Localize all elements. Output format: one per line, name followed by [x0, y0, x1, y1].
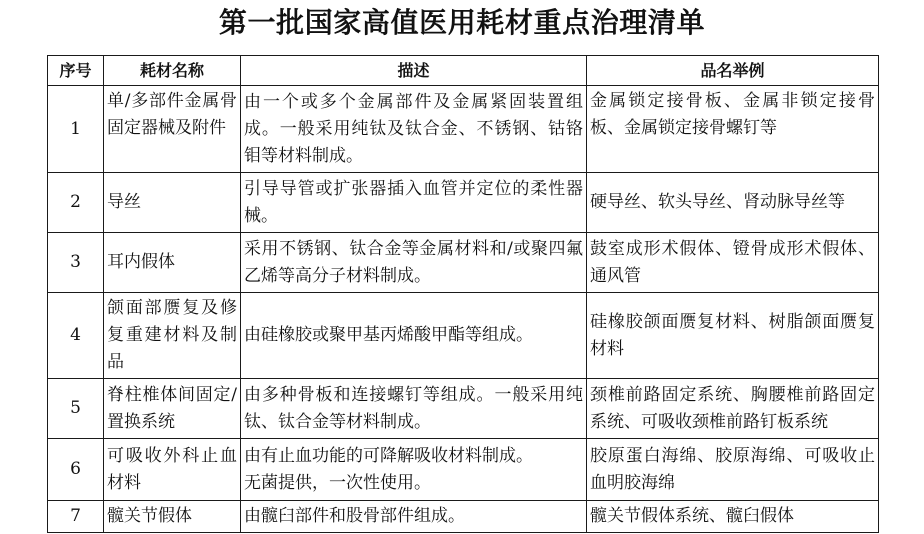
description-line: 由髋臼部件和股骨部件组成。 [244, 506, 465, 526]
example-line: 胶原蛋白海绵、胶原海绵、可吸收止 [590, 445, 875, 466]
description-line: 由硅橡胶或聚甲基丙烯酸甲酯等组成。 [244, 325, 533, 345]
cell-name [104, 501, 241, 533]
description-line: 钼等材料制成。 [244, 145, 363, 166]
name-line: 脊柱椎体间固定/ [107, 384, 237, 405]
name-line: 品 [107, 352, 124, 372]
name-line: 单/多部件金属骨 [107, 91, 237, 111]
example-line: 金属锁定接骨板、金属非锁定接骨 [590, 91, 875, 111]
table-row [48, 173, 879, 233]
example-line: 髋关节假体系统、髋臼假体 [590, 506, 794, 526]
row-number: 1 [48, 86, 104, 173]
description-line: 乙烯等高分子材料制成。 [244, 265, 431, 286]
cell-description [241, 86, 587, 173]
cell-description [241, 439, 587, 501]
cell-examples [587, 293, 879, 379]
description-line: 钛、钛合金等材料制成。 [244, 411, 431, 432]
document-title: 第一批国家高值医用耗材重点治理清单 [218, 6, 706, 39]
description-line: 无菌提供，一次性使用。 [244, 472, 431, 493]
example-line: 材料 [590, 338, 624, 359]
name-line: 可吸收外科止血 [107, 445, 237, 466]
name-line: 颌面部赝复及修 [107, 298, 237, 318]
cell-description [241, 233, 587, 293]
cell-examples [587, 173, 879, 233]
cell-description [241, 293, 587, 379]
description-line: 采用不锈钢、钛合金等金属材料和/或聚四氟 [244, 238, 583, 259]
cell-name [104, 86, 241, 173]
cell-examples [587, 86, 879, 173]
cell-name [104, 173, 241, 233]
description-line: 由一个或多个金属部件及金属紧固装置组 [244, 91, 583, 112]
table-row [48, 233, 879, 293]
table-row [48, 379, 879, 439]
example-line: 硅橡胶颌面赝复材料、树脂颌面赝复 [590, 311, 875, 332]
header-index: 序号 [48, 56, 104, 86]
header-examples: 品名举例 [587, 56, 879, 86]
description-line: 成。一般采用纯钛及钛合金、不锈钢、钴铬 [244, 118, 583, 139]
name-line: 材料 [107, 472, 141, 493]
description-line: 由有止血功能的可降解吸收材料制成。 [244, 445, 533, 466]
header-name: 耗材名称 [104, 56, 241, 86]
header-description: 描述 [241, 56, 587, 86]
cell-examples [587, 379, 879, 439]
consumables-table [47, 55, 879, 533]
row-number: 4 [48, 293, 104, 379]
example-line: 硬导丝、软头导丝、肾动脉导丝等 [590, 192, 845, 212]
name-line: 导丝 [107, 192, 141, 212]
description-line: 械。 [244, 205, 278, 226]
name-line: 固定器械及附件 [107, 118, 226, 138]
row-number: 2 [48, 173, 104, 233]
name-line: 置换系统 [107, 411, 175, 432]
cell-name [104, 379, 241, 439]
example-line: 板、金属锁定接骨螺钉等 [590, 118, 777, 138]
example-line: 系统、可吸收颈椎前路钉板系统 [590, 411, 828, 432]
cell-examples [587, 439, 879, 501]
cell-description [241, 379, 587, 439]
table-row [48, 86, 879, 173]
table-body [48, 86, 879, 533]
description-line: 由多种骨板和连接螺钉等组成。一般采用纯 [244, 384, 583, 405]
description-line: 引导导管或扩张器插入血管并定位的柔性器 [244, 178, 583, 199]
table-row [48, 293, 879, 379]
row-number: 7 [48, 501, 104, 533]
table-row [48, 501, 879, 533]
table-row [48, 439, 879, 501]
table-header-row [48, 56, 879, 86]
row-number: 6 [48, 439, 104, 501]
cell-name [104, 439, 241, 501]
example-line: 血明胶海绵 [590, 472, 675, 493]
cell-description [241, 501, 587, 533]
table-header [48, 56, 879, 86]
cell-name [104, 293, 241, 379]
row-number: 5 [48, 379, 104, 439]
cell-name [104, 233, 241, 293]
name-line: 髋关节假体 [107, 506, 192, 526]
name-line: 复重建材料及制 [107, 325, 237, 345]
row-number: 3 [48, 233, 104, 293]
example-line: 通风管 [590, 265, 641, 286]
cell-examples [587, 233, 879, 293]
cell-description [241, 173, 587, 233]
cell-examples [587, 501, 879, 533]
name-line: 耳内假体 [107, 252, 175, 272]
example-line: 颈椎前路固定系统、胸腰椎前路固定 [590, 384, 875, 405]
example-line: 鼓室成形术假体、镫骨成形术假体、 [590, 238, 875, 259]
